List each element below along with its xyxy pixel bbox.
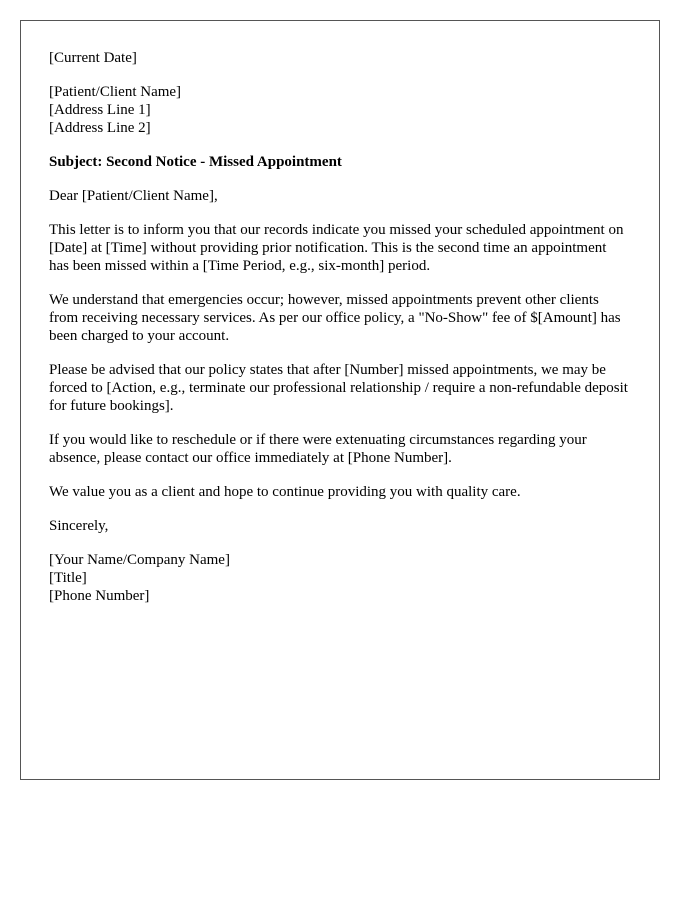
paragraph-no-show-fee: We understand that emergencies occur; however, missed appointments prevent other clients from receiving necessary services. As per our office policy, a "No-Show" fee of $[Amount] has been charged to your account.: [49, 292, 621, 344]
signature-block: [49, 551, 629, 605]
signature-name: [Your Name/Company Name]: [49, 552, 230, 568]
letter-salutation: Dear [Patient/Client Name],: [49, 188, 218, 204]
paragraph-missed-notice: This letter is to inform you that our records indicate you missed your scheduled appointment on [Date] at [Time] without providing prior notification. This is the second time an appointment has been missed within a [Time Period, e.g., six-month] period.: [49, 222, 624, 274]
letter-subject: Subject: Second Notice - Missed Appointment: [49, 154, 342, 170]
letter-page: [20, 20, 660, 780]
recipient-name: [Patient/Client Name]: [49, 84, 182, 100]
letter-closing: Sincerely,: [49, 518, 109, 534]
recipient-block: [49, 83, 629, 137]
paragraph-policy-warning: Please be advised that our policy states that after [Number] missed appointments, we may be forced to [Action, e.g., terminate our professional relationship / require a non-refundable deposit for future bookings].: [49, 362, 628, 414]
signature-title: [Title]: [49, 570, 87, 586]
paragraph-reschedule-contact: If you would like to reschedule or if there were extenuating circumstances regarding your absence, please contact our office immediately at [Phone Number].: [49, 432, 587, 466]
signature-phone: [Phone Number]: [49, 588, 150, 604]
letter-body: [49, 49, 629, 621]
recipient-address-line-1: [Address Line 1]: [49, 102, 151, 118]
letter-date: [Current Date]: [49, 50, 137, 66]
paragraph-value-client: We value you as a client and hope to continue providing you with quality care.: [49, 484, 521, 500]
recipient-address-line-2: [Address Line 2]: [49, 120, 151, 136]
